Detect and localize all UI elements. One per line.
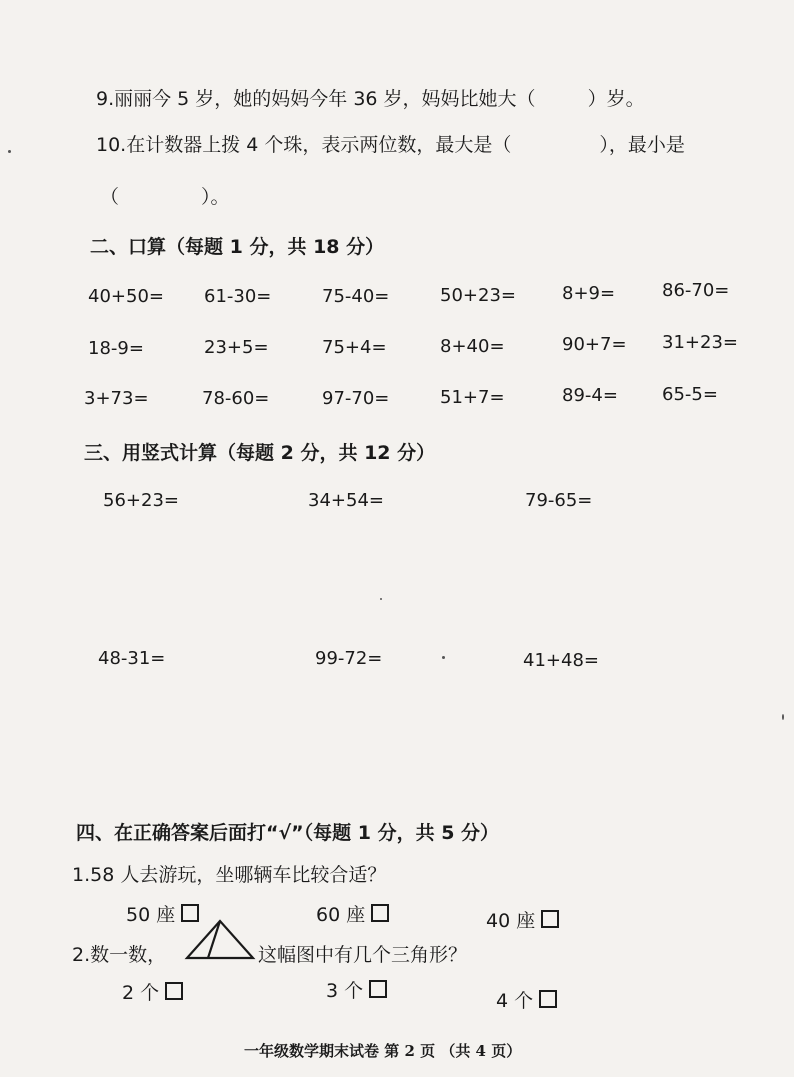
checkbox[interactable] [165,982,183,1000]
section-3-title: 三、用竖式计算（每题 2 分，共 12 分） [84,442,436,464]
option-60-seats[interactable]: 60 座 [316,900,389,927]
question-4-1: 1.58 人去游玩，坐哪辆车比较合适？ [72,864,387,886]
vertical-calc-item: 48-31= [98,648,166,669]
option-40-seats[interactable]: 40 座 [486,906,559,933]
mental-math-item: 90+7= [562,334,627,355]
vertical-calc-item: 99-72= [315,648,383,669]
mental-math-item: 3+73= [84,388,149,409]
option-3-triangles[interactable]: 3 个 [326,976,387,1003]
mental-math-item: 89-4= [562,385,618,406]
mental-math-item: 23+5= [204,337,269,358]
question-10: 10.在计数器上拨 4 个珠，表示两位数，最大是（ ），最小是 [96,134,685,156]
scan-speck [782,714,784,720]
mental-math-item: 18-9= [88,338,144,359]
mental-math-item: 31+23= [662,332,738,353]
question-10-line2: （ ）。 [100,186,230,208]
mental-math-item: 86-70= [662,280,730,301]
mental-math-item: 40+50= [88,286,164,307]
page-footer: 一年级数学期末试卷 第 2 页 （共 4 页） [244,1042,522,1060]
option-50-seats[interactable]: 50 座 [126,900,199,927]
scan-speck [8,150,11,153]
option-4-triangles[interactable]: 4 个 [496,986,557,1013]
mental-math-item: 78-60= [202,388,270,409]
question-4-2-prefix: 2.数一数， [72,944,167,966]
mental-math-item: 97-70= [322,388,390,409]
checkbox[interactable] [369,980,387,998]
question-9: 9.丽丽今 5 岁，她的妈妈今年 36 岁，妈妈比她大（ ）岁。 [96,88,645,110]
triangle-figure-icon [184,918,256,962]
vertical-calc-item: 34+54= [308,490,384,511]
checkbox[interactable] [371,904,389,922]
mental-math-item: 75-40= [322,286,390,307]
checkbox[interactable] [539,990,557,1008]
option-2-triangles[interactable]: 2 个 [122,978,183,1005]
mental-math-item: 51+7= [440,387,505,408]
section-4-title: 四、在正确答案后面打“√”（每题 1 分，共 5 分） [76,822,500,844]
mental-math-item: 8+40= [440,336,505,357]
section-2-title: 二、口算（每题 1 分，共 18 分） [90,236,385,258]
scan-speck [380,598,382,600]
mental-math-item: 75+4= [322,337,387,358]
mental-math-item: 65-5= [662,384,718,405]
vertical-calc-item: 41+48= [523,650,599,671]
scan-speck [442,656,445,659]
vertical-calc-item: 79-65= [525,490,593,511]
checkbox[interactable] [541,910,559,928]
question-4-2-suffix: 这幅图中有几个三角形？ [258,944,468,966]
mental-math-item: 8+9= [562,283,616,304]
mental-math-item: 50+23= [440,285,516,306]
mental-math-item: 61-30= [204,286,272,307]
vertical-calc-item: 56+23= [103,490,179,511]
